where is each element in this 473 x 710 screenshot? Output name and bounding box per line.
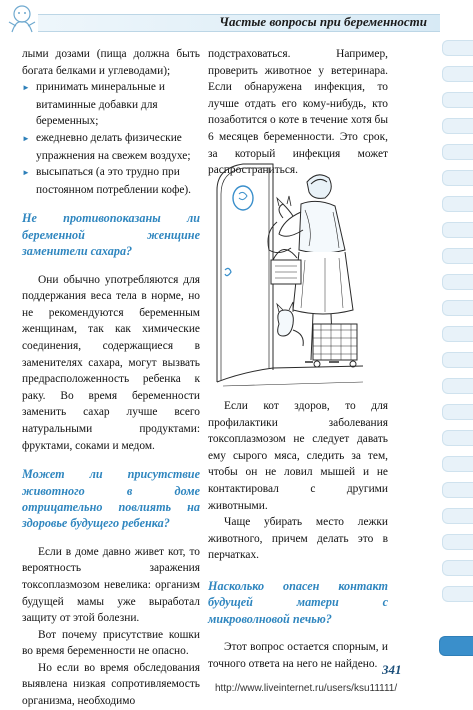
chapter-tab (442, 482, 473, 498)
baby-sketch-icon (4, 2, 40, 41)
chapter-tab (442, 534, 473, 550)
chapter-tab (442, 274, 473, 290)
bullet-item: ► высыпаться (а это трудно при постоянном потреблении кофе). (22, 166, 192, 196)
chapter-tab (442, 430, 473, 446)
chapter-tab (442, 404, 473, 420)
page-number: 341 (382, 662, 402, 677)
woman-with-cat-illustration (213, 160, 383, 395)
answer-text: Если в доме давно живет кот, то вероятность заражения токсоплазмозом невелика: организм будущей мамы уже выработал защиту от этой болезни. (22, 545, 200, 625)
chapter-tab (442, 92, 473, 108)
chapter-tab (442, 378, 473, 394)
question-heading: Насколько опасен контакт будущей матери с микроволновой печью? (208, 578, 388, 626)
question-heading: Не противопоказаны ли беременной женщине заменители сахара? (22, 211, 200, 259)
chapter-tab (442, 248, 473, 264)
intro-text: лыми дозами (пища должна быть богата белками и углеводами); (22, 48, 200, 77)
answer-text: Вот почему присутствие кошки во время беременности не опасно. (22, 628, 200, 658)
chapter-tab (442, 170, 473, 186)
question-heading: Может ли присутствие животного в доме отрицательно повлиять на здоровье будущего ребенка? (22, 467, 200, 531)
chapter-tab (442, 196, 473, 212)
left-column (22, 46, 200, 710)
chapter-tab (442, 40, 473, 56)
running-header-title: Частые вопросы при беременности (219, 14, 427, 29)
chapter-tab (442, 300, 473, 316)
arrow-bullet-icon: ► (22, 83, 30, 93)
chapter-tab (442, 586, 473, 602)
answer-text: Этот вопрос остается спорным, и точного ответа на него не найдено. (208, 641, 388, 670)
body-text: Чаще убирать место лежки животного, причем делать это в перчатках. (208, 516, 388, 562)
right-column-top (208, 46, 388, 179)
chapter-tab (442, 326, 473, 342)
bullet-item: ► принимать минеральные и витаминные добавки для беременных; (22, 81, 165, 128)
arrow-bullet-icon: ► (22, 133, 30, 143)
answer-text: Но если во время обследования выявлена низкая сопротивляемость организма, необходимо (22, 661, 200, 708)
bullet-item: ► ежедневно делать физические упражнения на свежем воздухе; (22, 131, 191, 162)
page-header (0, 0, 473, 34)
chapter-tab (442, 144, 473, 160)
chapter-tab (442, 560, 473, 576)
chapter-tab (442, 508, 473, 524)
source-url: http://www.liveinternet.ru/users/ksu11111/ (215, 683, 398, 694)
chapter-tab-active (439, 636, 473, 656)
chapter-tab (442, 118, 473, 134)
chapter-tab (442, 352, 473, 368)
chapter-tab (442, 456, 473, 472)
answer-text: Они обычно употребляются для поддержания веса тела в норме, но не рекомендуются беременным женщинам, так как химические соединения, содержащиеся в заменителях сахара, могут вызвать предрасположенность ребенка к раку. Во время беременности заменить сахар лучше всего натуральными продуктами: фруктами, соками и медом. (22, 273, 200, 452)
body-text: Если кот здоров, то для профилактики заболевания токсоплазмозом не следует давать ему сырого мяса, следить за тем, чтобы он не ловил мышей и не контактировал с другими животными. (208, 400, 388, 512)
body-text: подстраховаться. Например, проверить животное у ветеринара. Если обнаружена инфекция, то лучше отдать его кому-нибудь, кто позаботится о коте в течение хотя бы 6 месяцев беременности. Это срок, за который инфекция может распространиться. (208, 48, 388, 177)
right-column-bottom (208, 398, 388, 672)
arrow-bullet-icon: ► (22, 168, 30, 178)
chapter-tab (442, 222, 473, 238)
chapter-tab (442, 66, 473, 82)
chapter-tabs (439, 40, 473, 660)
